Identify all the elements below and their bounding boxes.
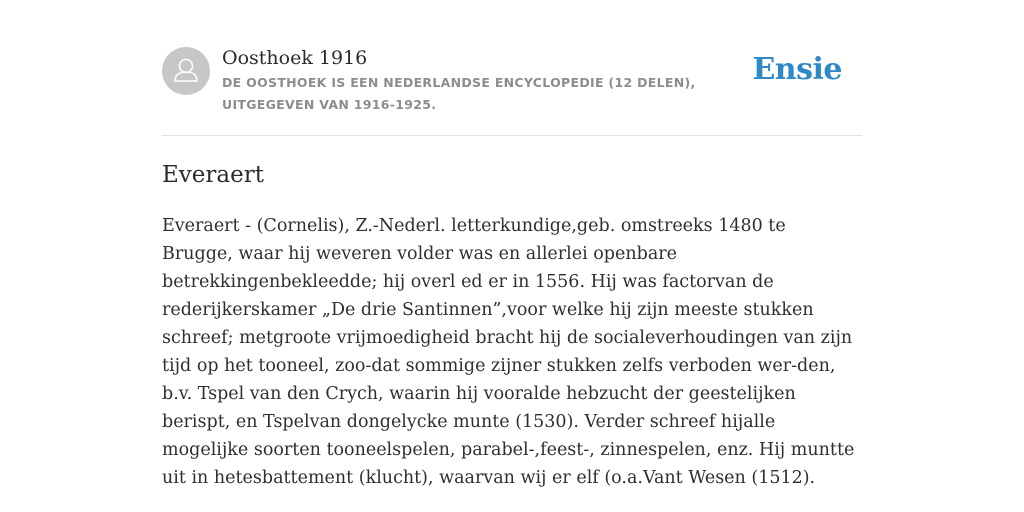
article-body: Everaert - (Cornelis), Z.-Nederl. letterkundige,geb. omstreeks 1480 te Brugge, waar hij weveren volder was en allerlei openbare betrekkingenbekleedde; hij overl ed er in 1556. Hij was factorvan de rederijkerskamer „De drie Santinnen”,voor welke hij zijn meeste stukken schreef; metgroote vrijmoedigheid bracht hij de socialeverhoudingen van zijn tijd op het tooneel, zoo-dat sommige zijner stukken zelfs verboden wer-den, b.v. Tspel van den Crych, waarin hij vooralde hebzucht der geestelijken berispt, en Tspelvan dongelycke munte (1530). Verder schreef hijalle mogelijke soorten tooneelspelen, parabel-,feest-, zinnespelen, enz. Hij muntte uit in hetesbattement (klucht), waarvan wij er elf (o.a.Vant Wesen (1512). xyxy=(162,216,855,488)
source-title[interactable]: Oosthoek 1916 xyxy=(222,47,368,69)
source-description: DE OOSTHOEK IS EEN NEDERLANDSE ENCYCLOPEDIE (12 DELEN), UITGEGEVEN VAN 1916-1925. xyxy=(222,75,696,112)
header-divider xyxy=(162,135,862,136)
source-header xyxy=(162,44,862,136)
brand-logo[interactable]: Ensie xyxy=(752,52,842,87)
source-avatar[interactable] xyxy=(162,47,210,95)
user-icon xyxy=(162,47,210,95)
article-title: Everaert xyxy=(162,162,264,188)
